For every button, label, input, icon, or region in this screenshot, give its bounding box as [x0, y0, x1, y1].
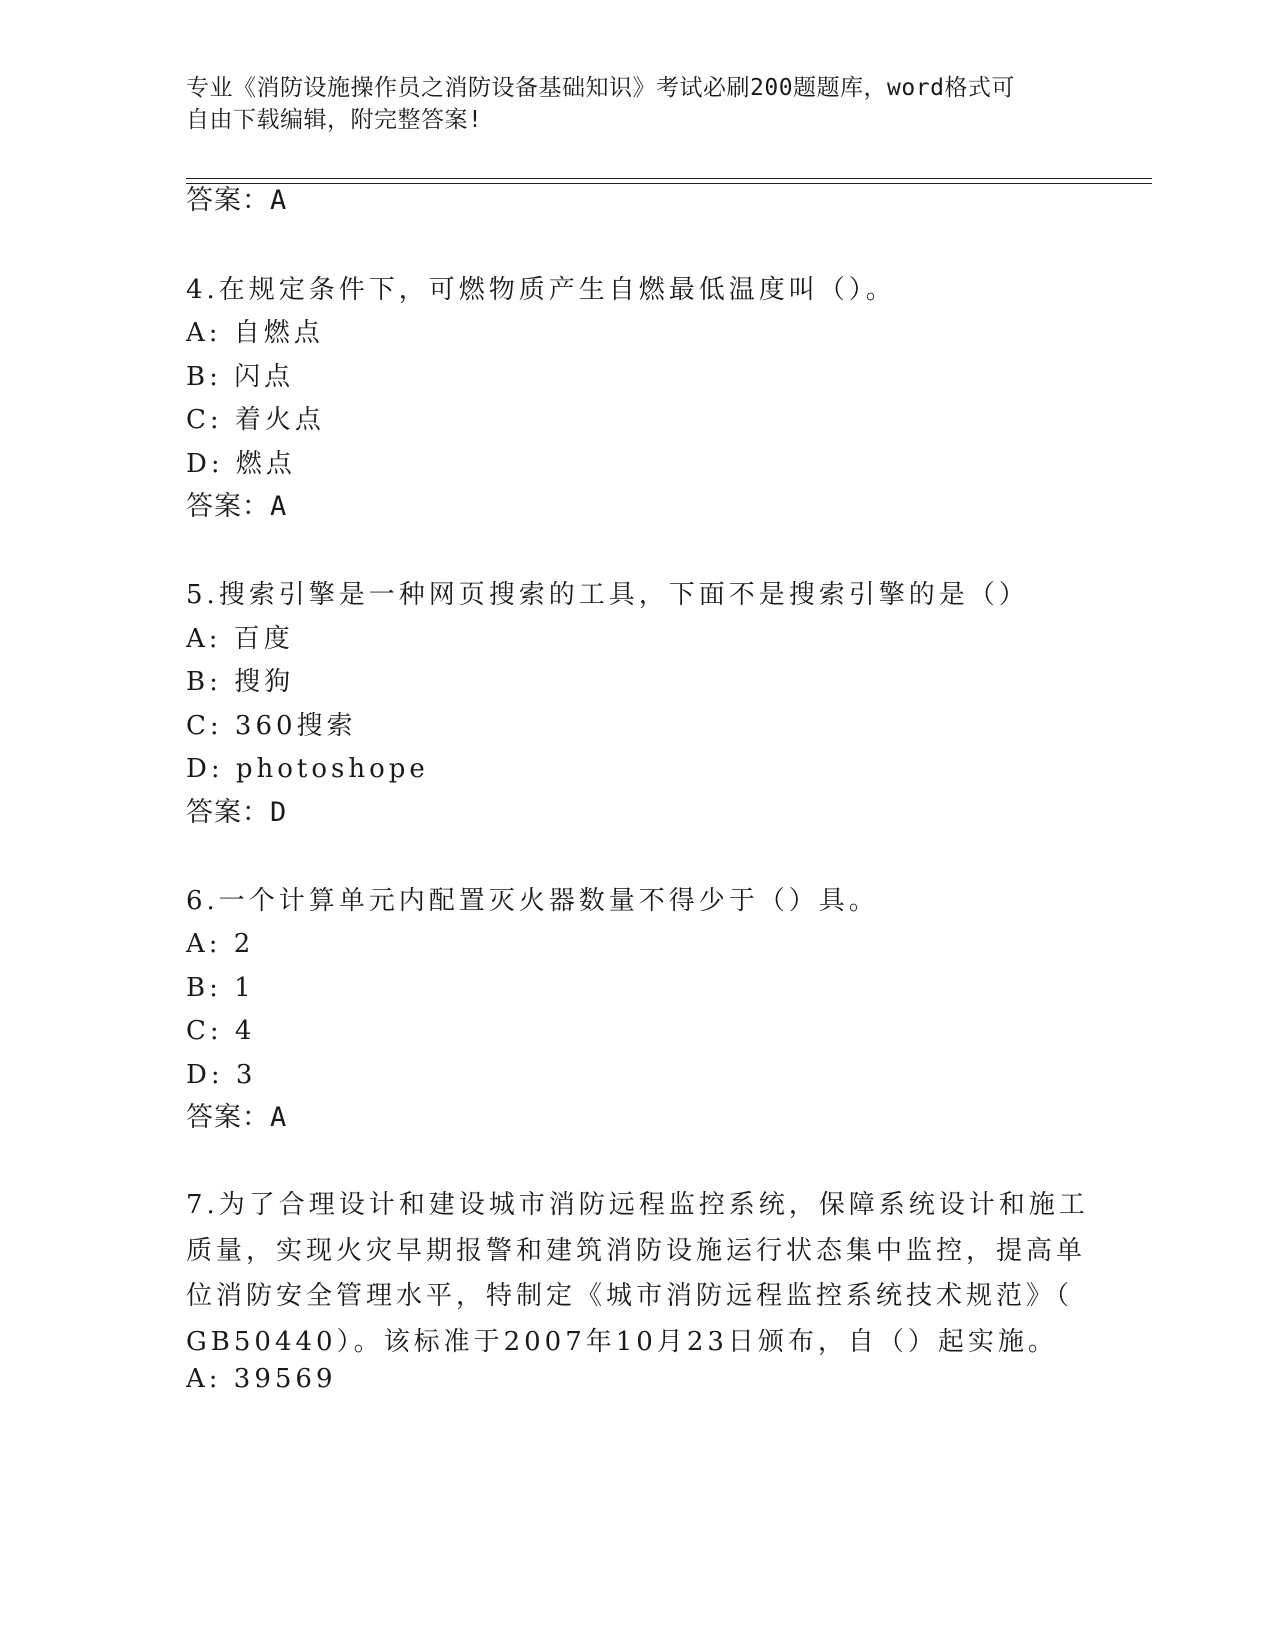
header-rule-top — [186, 178, 1152, 179]
question-6-option-d: D: 3 — [186, 1060, 257, 1090]
question-4-option-d: D: 燃点 — [186, 449, 296, 479]
header-line-2: 自由下载编辑，附完整答案! — [186, 107, 483, 133]
question-7-stem-line-3: 位消防安全管理水平，特制定《城市消防远程监控系统技术规范》（ — [186, 1281, 1074, 1311]
question-5-option-d: D: photoshope — [186, 754, 429, 784]
question-7-stem — [186, 1183, 1089, 1365]
question-7-stem-line-1: 7.为了合理设计和建设城市消防远程监控系统，保障系统设计和施工 — [186, 1190, 1089, 1220]
question-5-option-a: A: 百度 — [186, 624, 294, 654]
header-rule-bottom — [186, 183, 1152, 184]
question-5-stem: 5.搜索引擎是一种网页搜索的工具，下面不是搜索引擎的是（） — [186, 580, 1029, 610]
question-7-stem-line-4: GB50440）。该标准于2007年10月23日颁布，自（）起实施。 — [186, 1326, 1058, 1357]
question-5-option-c: C: 360搜索 — [186, 711, 357, 741]
question-4-option-c: C: 着火点 — [186, 405, 325, 435]
answer-q3: 答案：A — [186, 185, 288, 216]
page-header — [186, 72, 1066, 136]
question-5-answer: 答案：D — [186, 797, 288, 828]
question-4-answer: 答案：A — [186, 491, 288, 522]
question-7-stem-line-2: 质量，实现火灾早期报警和建筑消防设施运行状态集中监控，提高单 — [186, 1235, 1087, 1266]
question-4-option-a: A: 自燃点 — [186, 318, 324, 348]
question-6-answer: 答案：A — [186, 1102, 288, 1133]
question-6-option-b: B: 1 — [186, 973, 255, 1003]
question-6-option-a: A: 2 — [186, 929, 255, 959]
question-4-option-b: B: 闪点 — [186, 362, 295, 392]
question-6-option-c: C: 4 — [186, 1016, 256, 1046]
question-4-stem: 4.在规定条件下，可燃物质产生自燃最低温度叫（）。 — [186, 275, 896, 305]
question-7-option-a: A: 39569 — [186, 1364, 337, 1394]
header-line-1: 专业《消防设施操作员之消防设备基础知识》考试必刷200题题库，word格式可 — [186, 75, 1015, 101]
question-5-option-b: B: 搜狗 — [186, 667, 295, 697]
question-6-stem: 6.一个计算单元内配置灭火器数量不得少于（）具。 — [186, 886, 879, 916]
